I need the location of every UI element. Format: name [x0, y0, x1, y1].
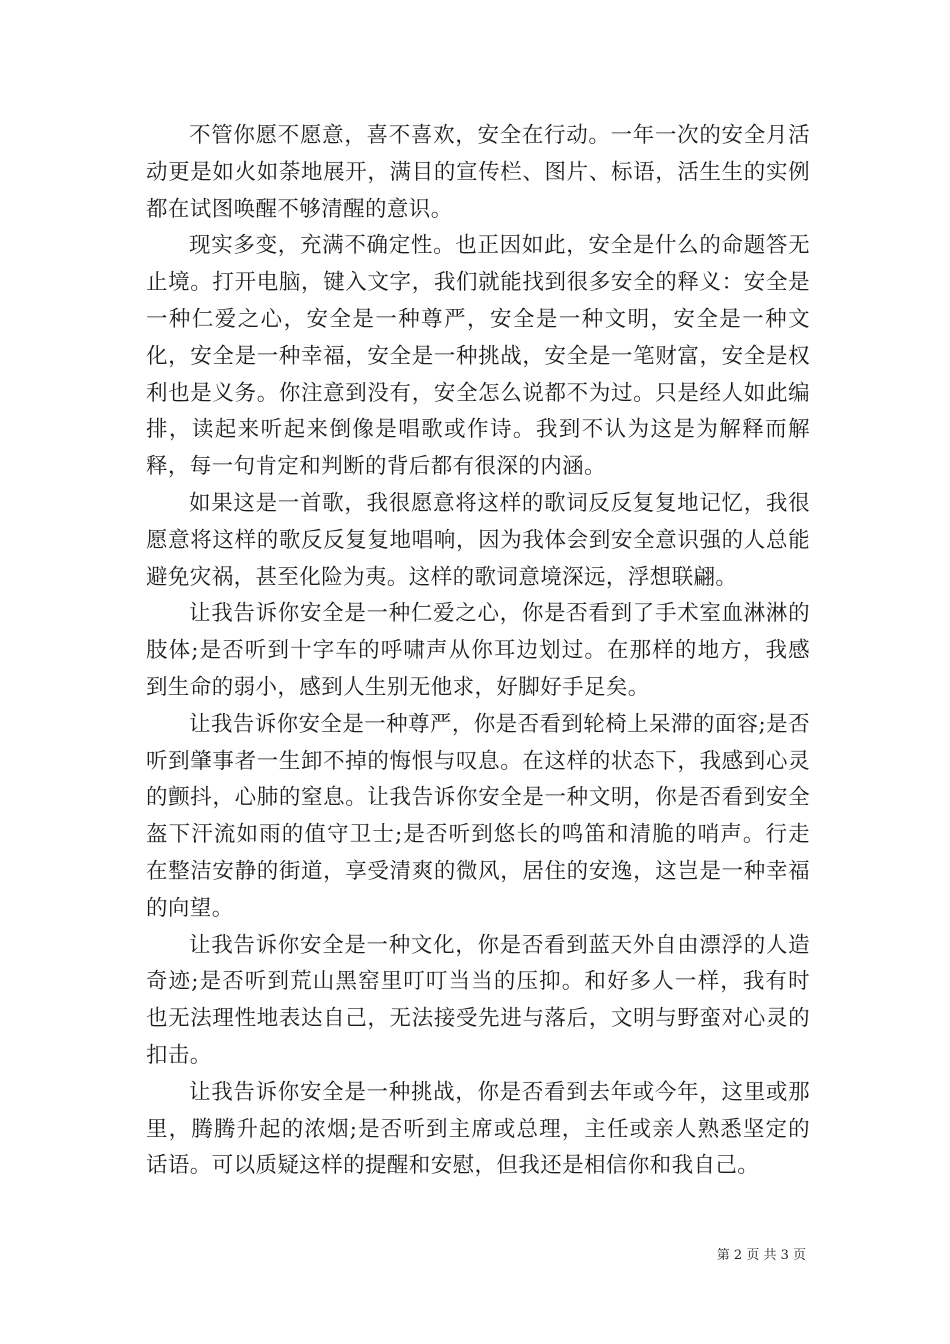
body-text	[146, 118, 810, 1185]
paragraph-4: 让我告诉你安全是一种仁爱之心，你是否看到了手术室血淋淋的肢体;是否听到十字车的呼啸声从你耳边划过。在那样的地方，我感到生命的弱小，感到人生别无他求，好脚好手足矣。	[146, 601, 810, 700]
page-number-footer: 第 2 页 共 3 页	[716, 1248, 806, 1263]
paragraph-7: 让我告诉你安全是一种挑战，你是否看到去年或今年，这里或那里，腾腾升起的浓烟;是否听到主席或总理，主任或亲人熟悉坚定的话语。可以质疑这样的提醒和安慰，但我还是相信你和我自己。	[146, 1079, 810, 1179]
paragraph-1: 不管你愿不愿意，喜不喜欢，安全在行动。一年一次的安全月活动更是如火如荼地展开，满目的宣传栏、图片、标语，活生生的实例都在试图唤醒不够清醒的意识。	[146, 123, 810, 222]
paragraph-5: 让我告诉你安全是一种尊严，你是否看到轮椅上呆滞的面容;是否听到肇事者一生卸不掉的悔恨与叹息。在这样的状态下，我感到心灵的颤抖，心肺的窒息。让我告诉你安全是一种文明，你是否看到安全盔下汗流如雨的值守卫士;是否听到悠长的鸣笛和清脆的哨声。行走在整洁安静的街道，享受清爽的微风，居住的安逸，这岂是一种幸福的向望。	[146, 711, 810, 921]
paragraph-3: 如果这是一首歌，我很愿意将这样的歌词反反复复地记忆，我很愿意将这样的歌反反复复地唱响，因为我体会到安全意识强的人总能避免灾祸，甚至化险为夷。这样的歌词意境深远，浮想联翩。	[146, 490, 810, 590]
paragraph-6: 让我告诉你安全是一种文化，你是否看到蓝天外自由漂浮的人造奇迹;是否听到荒山黑窑里叮叮当当的压抑。和好多人一样，我有时也无法理性地表达自己，无法接受先进与落后，文明与野蛮对心灵的扣击。	[146, 932, 810, 1068]
paragraph-2: 现实多变，充满不确定性。也正因如此，安全是什么的命题答无止境。打开电脑，键入文字，我们就能找到很多安全的释义：安全是一种仁爱之心，安全是一种尊严，安全是一种文明，安全是一种文化，安全是一种幸福，安全是一种挑战，安全是一笔财富，安全是权利也是义务。你注意到没有，安全怎么说都不为过。只是经人如此编排，读起来听起来倒像是唱歌或作诗。我到不认为这是为解释而解释，每一句肯定和判断的背后都有很深的内涵。	[146, 233, 810, 480]
